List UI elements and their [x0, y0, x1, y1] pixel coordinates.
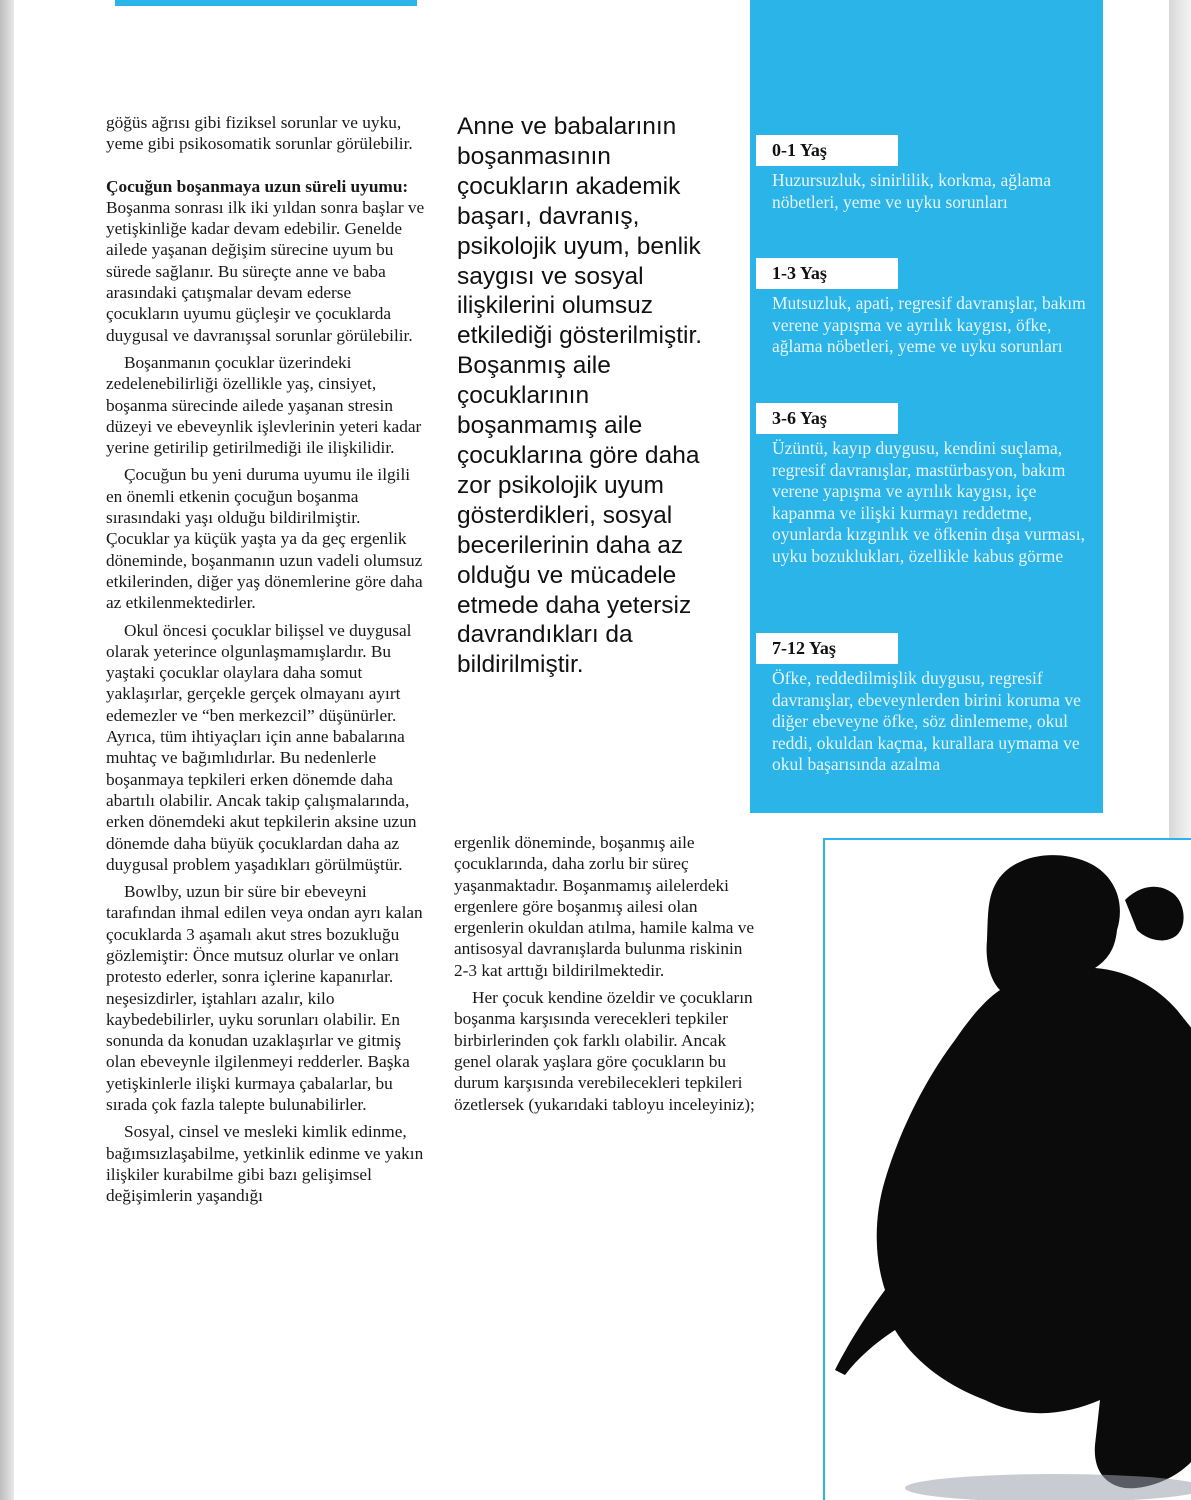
child-silhouette-photo	[823, 838, 1191, 1500]
col1-paragraph-7: Sosyal, cinsel ve mesleki kimlik edinme, bağımsızlaşabilme, yetkinlik edinme ve yakın ilişkiler kurabilme gibi bazı gelişimsel değişimlerin yaşandığı	[106, 1122, 424, 1206]
col3-paragraph-2: Her çocuk kendine özeldir ve çocukların boşanma karşısında verecekleri tepkiler birbirlerinden çok farklı olabilir. Ancak genel olarak yaşlara göre çocukların bu durum karşısında verebilecekleri tepkileri özetlersek (yukarıdaki tabloyu inceleyiniz);	[454, 988, 755, 1114]
col1-paragraph-4: Çocuğun bu yeni duruma uyumu ile ilgili en önemli etkenin çocuğun boşanma sırasındaki yaşı olduğu bildirilmiştir. Çocuklar ya küçük yaşta ya da geç ergenlik döneminde, boşanmanın uzun vadeli olumsuz etkilerinden, diğer yaş dönemlerine göre daha az etkilenmektedirler.	[106, 465, 423, 613]
age-row	[756, 258, 1096, 358]
subheading-long-term-adjustment: Çocuğun boşanmaya uzun süreli uyumu:	[106, 176, 409, 196]
age-reactions-text: Öfke, reddedilmişlik duygusu, regresif davranışlar, ebeveynlerden birini koruma ve diğer ebeveyne öfke, söz dinlememe, okul reddi, okuldan kaçma, kurallara uymama ve okul başarısında azalma	[772, 668, 1081, 774]
age-reactions-text: Huzursuzluk, sinirlilik, korkma, ağlama nöbetleri, yeme ve uyku sorunları	[772, 170, 1051, 212]
article-column-1	[106, 112, 428, 1207]
col3-paragraph-1: ergenlik döneminde, boşanmış aile çocuklarında, daha zorlu bir süreç yaşanmaktadır. Boşanmamış ailelerdeki ergenlere göre boşanmış ailesi olan ergenlerin okuldan atılma, hamile kalma ve antisosyal davranışlarda bulunma riskinin 2-3 kat arttığı bildirilmektedir.	[454, 833, 755, 980]
top-accent-band	[115, 0, 417, 6]
article-column-3	[454, 832, 759, 1115]
page-gutter-shadow	[0, 0, 14, 1500]
col1-paragraph-6: Bowlby, uzun bir süre bir ebeveyni tarafından ihmal edilen veya ondan ayrı kalan çocuklarda 3 aşamalı akut stres bozukluğu gözlemiştir: Önce mutsuz olurlar ve onları protesto ederler, sonra içlerine kapanırlar. neşesizdirler, iştahları azalır, kilo kaybedebilirler, uyku sorunları olabilir. En sonunda da konudan uzaklaşırlar ve gitmiş olan ebeveynle ilgilenmeyi redderler. Başka yetişkinlerle ilişki kurmaya çabalarlar, bu sırada çok fazla talepte bulunabilirler.	[106, 882, 423, 1115]
col1-paragraph-3: Boşanmanın çocuklar üzerindeki zedelenebilirliği özellikle yaş, cinsiyet, boşanma sürecinde ailede yaşanan stresin düzeyi ve ebeveynlik işlevlerinin yeteri kadar yerine getirilip getirilmediği ile ilişkilidir.	[106, 352, 422, 458]
pull-quote-text: Anne ve babalarının boşanmasının çocukların akademik başarı, davranış, psikolojik uyum, benlik saygısı ve sosyal ilişkilerini olumsuz etkilediği gösterilmiştir. Boşanmış aile çocuklarının boşanmamış aile çocuklarına göre daha zor psikolojik uyum gösterdikleri, sosyal becerilerinin daha az olduğu ve mücadele etmede daha yetersiz davrandıkları da bildirilmiştir.	[457, 113, 703, 679]
age-label: 0-1 Yaş	[756, 135, 898, 166]
age-label: 7-12 Yaş	[756, 633, 898, 664]
col1-paragraph-5: Okul öncesi çocuklar bilişsel ve duygusal olarak yeterince olgunlaşmamışlardır. Bu yaştaki çocuklar olaylara daha somut yaklaşırlar, gerçekle gerçek olmayanı ayırt edemezler ve “ben merkezcil” düşünürler. Ayrıca, tüm ihtiyaçları için anne babalarına muhtaç ve bağımlıdırlar. Bu nedenlerle boşanmaya tepkileri erken dönemde daha abartılı olabilir. Ancak takip çalışmalarında, erken dönemdeki akut tepkilerin aksine uzun dönemde daha büyük çocuklardan daha az duygusal problem yaşadıkları görülmüştür.	[106, 620, 417, 874]
age-row	[756, 633, 1096, 776]
age-label: 1-3 Yaş	[756, 258, 898, 289]
crouching-child-silhouette	[825, 840, 1191, 1500]
pull-quote	[457, 112, 719, 680]
col1-paragraph-2-text: Boşanma sonrası ilk iki yıldan sonra başlar ve yetişkinliğe kadar devam edebilir. Genelde ailede yaşanan değişim sürecine uyum bu sürede sağlanır. Bu süreçte anne ve baba arasındaki çatışmalar devam ederse çocukların uyumu güçleşir ve çocuklarda duygusal ve davranışsal sorunlar görülebilir.	[106, 197, 425, 345]
col1-paragraph-1: göğüs ağrısı gibi fiziksel sorunlar ve uyku, yeme gibi psikosomatik sorunlar görülebilir.	[106, 113, 413, 154]
age-row	[756, 403, 1096, 567]
col1-paragraph-2	[106, 176, 428, 346]
age-row	[756, 135, 1096, 213]
age-reactions-text: Mutsuzluk, apati, regresif davranışlar, bakım verene yapışma ve ayrılık kaygısı, öfke, ağlama nöbetleri, yeme ve uyku sorunları	[772, 293, 1086, 356]
age-reactions-text: Üzüntü, kayıp duygusu, kendini suçlama, regresif davranışlar, mastürbasyon, bakım verene yapışma ve ayrılık kaygısı, içe kapanma ve ilişki kurmayı reddetme, oyunlarda kızgınlık ve öfkenin dışa vurması, uyku bozuklukları, özellikle kabus görme	[772, 438, 1085, 566]
age-label: 3-6 Yaş	[756, 403, 898, 434]
